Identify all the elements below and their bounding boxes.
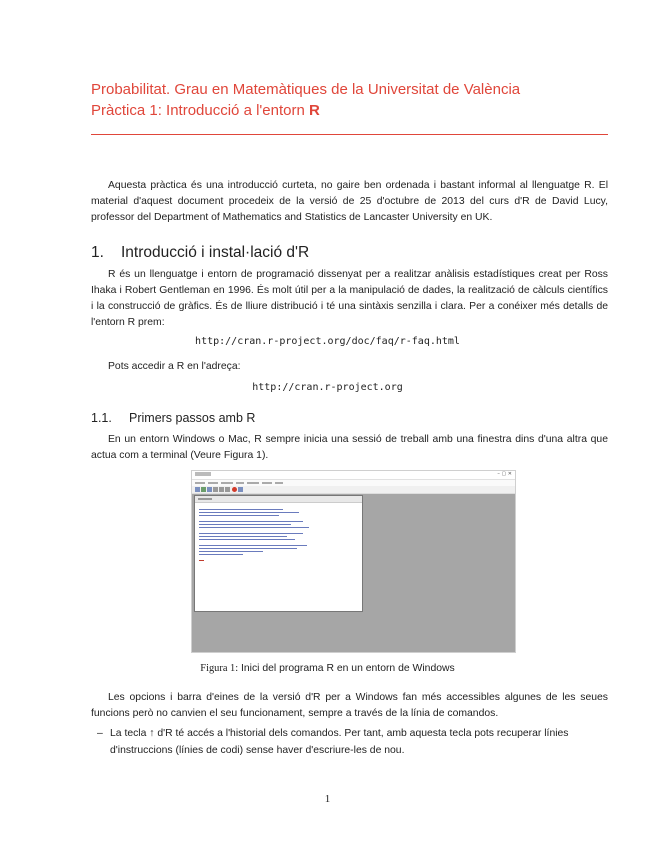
figure-label: Figura 1:: [200, 663, 239, 674]
figure-window-title-glyph: [195, 472, 211, 476]
page-number: 1: [324, 793, 331, 805]
figure-window-controls-icon: – ▢ ✕: [497, 471, 512, 477]
figure-caption-text: Inici del programa R en un entorn de Windows: [238, 663, 455, 674]
list-dash: –: [97, 728, 103, 739]
section-1-number: 1.: [91, 244, 104, 261]
figure-caption: [0, 663, 655, 674]
section-1-paragraph-2: Pots accedir a R en l'adreça:: [108, 361, 241, 372]
section-1-paragraph-1: R és un llenguatge i entorn de programació dissenyat per a realitzar anàlisis estadístiques creat per Ross Ihaka i Robert Gentleman en 1996. És molt útil per a la manipulació de dades, la realització de càlculs científics i la construcció de gràfics. És de lliure distribució i té una sintàxis senzilla i clara. Per a conéixer més detalls de l'entorn R prem:: [91, 269, 608, 328]
stop-icon: [232, 487, 237, 492]
r-console-titlebar: [195, 496, 362, 503]
copy-icon: [213, 487, 218, 492]
cran-url[interactable]: http://cran.r-project.org: [252, 382, 403, 393]
header-r-letter: R: [308, 102, 320, 119]
intro-paragraph: Aquesta pràctica és una introducció curteta, no gaire ben ordenada i bastant informal al llenguatge R. El material d'aquest document procedeix de la versió de 25 d'octubre de 2013 del curs d'R de David Lucy, professor del Department of Mathematics and Statistics de Lancaster University en UK.: [91, 180, 608, 223]
list-item: [97, 725, 608, 759]
header-line-2: [91, 100, 520, 121]
r-console-window: [194, 495, 363, 612]
load-workspace-icon: [201, 487, 206, 492]
open-script-icon: [195, 487, 200, 492]
list-item-text: La tecla ↑ d'R té accés a l'historial dels comandos. Per tant, amb aquesta tecla pots recuperar línies d'instruccions (línies de codi) sense haver d'escriure-les de nou.: [110, 728, 569, 756]
copy-paste-icon: [225, 487, 230, 492]
figure-workspace: [192, 494, 515, 652]
header-rule: [91, 134, 608, 135]
header-line-1: Probabilitat. Grau en Matemàtiques de la Universitat de València: [91, 81, 521, 98]
figure-toolbar: [192, 486, 515, 494]
document-header: [91, 79, 520, 121]
figure-window-titlebar: [192, 471, 515, 480]
header-line-2-prefix: Pràctica 1: Introducció a l'entorn: [91, 102, 309, 119]
r-gui-screenshot-figure: [191, 470, 516, 653]
after-figure-paragraph: Les opcions i barra d'eines de la versió d'R per a Windows fan més accessibles algunes de les seues funcions però no canvien el seu funcionament, sempre a través de la línia de comandos.: [91, 692, 608, 719]
print-icon: [238, 487, 243, 492]
paste-icon: [219, 487, 224, 492]
section-1-title: Introducció i instal·lació d'R: [121, 244, 310, 261]
faq-url[interactable]: http://cran.r-project.org/doc/faq/r-faq.html: [195, 336, 460, 347]
save-icon: [207, 487, 212, 492]
section-1-1-heading: [91, 411, 255, 425]
section-1-1-title: Primers passos amb R: [129, 411, 256, 425]
section-1-1-number: 1.1.: [91, 411, 112, 425]
section-1-heading: [91, 244, 309, 262]
section-1-1-paragraph: En un entorn Windows o Mac, R sempre inicia una sessió de treball amb una finestra dins d'una altra que actua com a terminal (Veure Figura 1).: [91, 434, 608, 461]
